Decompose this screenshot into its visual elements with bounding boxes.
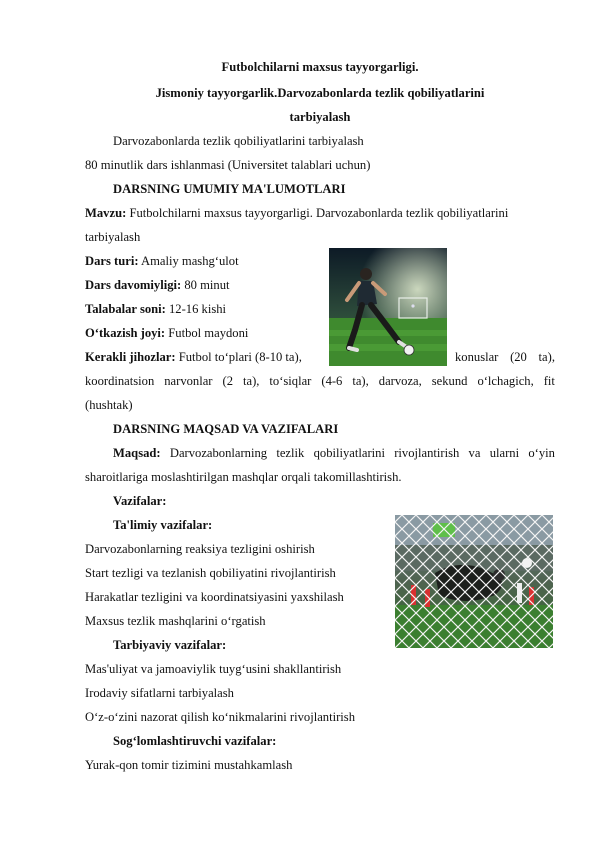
dars-turi-label: Dars turi: bbox=[85, 254, 139, 268]
jihozlar-line-b bbox=[455, 349, 555, 365]
jihozlar-word: to‘siqlar bbox=[269, 374, 312, 388]
dars-davomiyligi-value: 80 minut bbox=[184, 278, 230, 292]
maqsad-word: tezlik bbox=[276, 446, 305, 460]
maqsad-word: o‘yin bbox=[528, 446, 555, 460]
jihozlar-word: ta), bbox=[538, 350, 555, 364]
talimiy-item: Start tezligi va tezlanish qobiliyatini rivojlantirish bbox=[85, 566, 336, 580]
jihozlar-line-a bbox=[85, 349, 325, 365]
jihozlar-word: ta), bbox=[242, 374, 260, 388]
maqsad-word: rivojlantirish bbox=[394, 446, 460, 460]
doc-title-line-2: Jismoniy tayyorgarlik.Darvozabonlarda tezlik qobiliyatlarini bbox=[155, 86, 485, 100]
talimiy-item: Maxsus tezlik mashqlarini o‘rgatish bbox=[85, 614, 266, 628]
talimiy-item: Darvozabonlarning reaksiya tezligini oshirish bbox=[85, 542, 315, 556]
goalkeeper-net-photo bbox=[395, 515, 553, 648]
maqsad-word: ularni bbox=[489, 446, 520, 460]
section-heading-goals: DARSNING MAQSAD VA VAZIFALARI bbox=[113, 422, 339, 436]
maqsad-word: Darvozabonlarning bbox=[169, 446, 268, 460]
talimiy-heading: Ta'limiy vazifalar: bbox=[113, 518, 213, 532]
jihozlar-word: ta), bbox=[352, 374, 369, 388]
tarbiyaviy-item: Mas'uliyat va jamoaviylik tuyg‘usini shakllantirish bbox=[85, 662, 342, 676]
talabalar-soni-line bbox=[85, 301, 555, 317]
footballer-photo bbox=[329, 248, 447, 366]
tarbiyaviy-heading: Tarbiyaviy vazifalar: bbox=[113, 638, 227, 652]
jihozlar-value-a: Futbol to‘plari (8-10 ta), bbox=[178, 350, 302, 364]
otkazish-joyi-line bbox=[85, 325, 555, 341]
otkazish-joyi-value: Futbol maydoni bbox=[168, 326, 249, 340]
intro-line-1: Darvozabonlarda tezlik qobiliyatlarini tarbiyalash bbox=[113, 134, 364, 148]
talabalar-soni-label: Talabalar soni: bbox=[85, 302, 166, 316]
jihozlar-word: darvoza, bbox=[378, 374, 422, 388]
tarbiyaviy-item: O‘z-o‘zini nazorat qilish ko‘nikmalarini rivojlantirish bbox=[85, 710, 355, 724]
jihozlar-word: (4-6 bbox=[321, 374, 343, 388]
intro-line-2: 80 minutlik dars ishlanmasi (Universitet talablari uchun) bbox=[85, 158, 371, 172]
maqsad-word: qobiliyatlarini bbox=[313, 446, 385, 460]
maqsad-line-1 bbox=[113, 445, 555, 461]
mavzu-value: Futbolchilarni maxsus tayyorgarligi. Darvozabonlarda tezlik qobiliyatlarini bbox=[129, 206, 509, 220]
tarbiyaviy-item: Irodaviy sifatlarni tarbiyalash bbox=[85, 686, 234, 700]
vazifalar-heading: Vazifalar: bbox=[113, 494, 167, 508]
maqsad-label: Maqsad: bbox=[113, 446, 161, 460]
mavzu-label: Mavzu: bbox=[85, 206, 127, 220]
mavzu-line bbox=[85, 205, 555, 221]
jihozlar-word: o‘lchagich, bbox=[477, 374, 534, 388]
mavzu-value-cont: tarbiyalash bbox=[85, 230, 141, 244]
dars-davomiyligi-label: Dars davomiyligi: bbox=[85, 278, 182, 292]
jihozlar-word: (20 bbox=[510, 350, 527, 364]
doc-title-line-3: tarbiyalash bbox=[289, 110, 351, 124]
section-heading-general: DARSNING UMUMIY MA'LUMOTLARI bbox=[113, 182, 346, 196]
maqsad-word: va bbox=[468, 446, 481, 460]
soglomlashtiruvchi-item: Yurak-qon tomir tizimini mustahkamlash bbox=[85, 758, 293, 772]
jihozlar-word: (2 bbox=[222, 374, 233, 388]
talabalar-soni-value: 12-16 kishi bbox=[169, 302, 227, 316]
doc-title-line-1: Futbolchilarni maxsus tayyorgarligi. bbox=[221, 60, 419, 74]
jihozlar-word: koordinatsion bbox=[85, 374, 155, 388]
jihozlar-line-3: (hushtak) bbox=[85, 398, 133, 412]
jihozlar-word: sekund bbox=[431, 374, 468, 388]
dars-turi-line bbox=[85, 253, 555, 269]
maqsad-line-2: sharoitlariga moslashtirilgan mashqlar orqali takomillashtirish. bbox=[85, 470, 402, 484]
jihozlar-line-2 bbox=[85, 373, 555, 389]
jihozlar-word: narvonlar bbox=[164, 374, 213, 388]
jihozlar-label: Kerakli jihozlar: bbox=[85, 350, 176, 364]
soglomlashtiruvchi-heading: Sog‘lomlashtiruvchi vazifalar: bbox=[113, 734, 277, 748]
dars-turi-value: Amaliy mashg‘ulot bbox=[140, 254, 239, 268]
jihozlar-word: konuslar bbox=[455, 350, 499, 364]
dars-davomiyligi-line bbox=[85, 277, 555, 293]
jihozlar-word: fit bbox=[543, 374, 555, 388]
talimiy-item: Harakatlar tezligini va koordinatsiyasini yaxshilash bbox=[85, 590, 344, 604]
otkazish-joyi-label: O‘tkazish joyi: bbox=[85, 326, 166, 340]
